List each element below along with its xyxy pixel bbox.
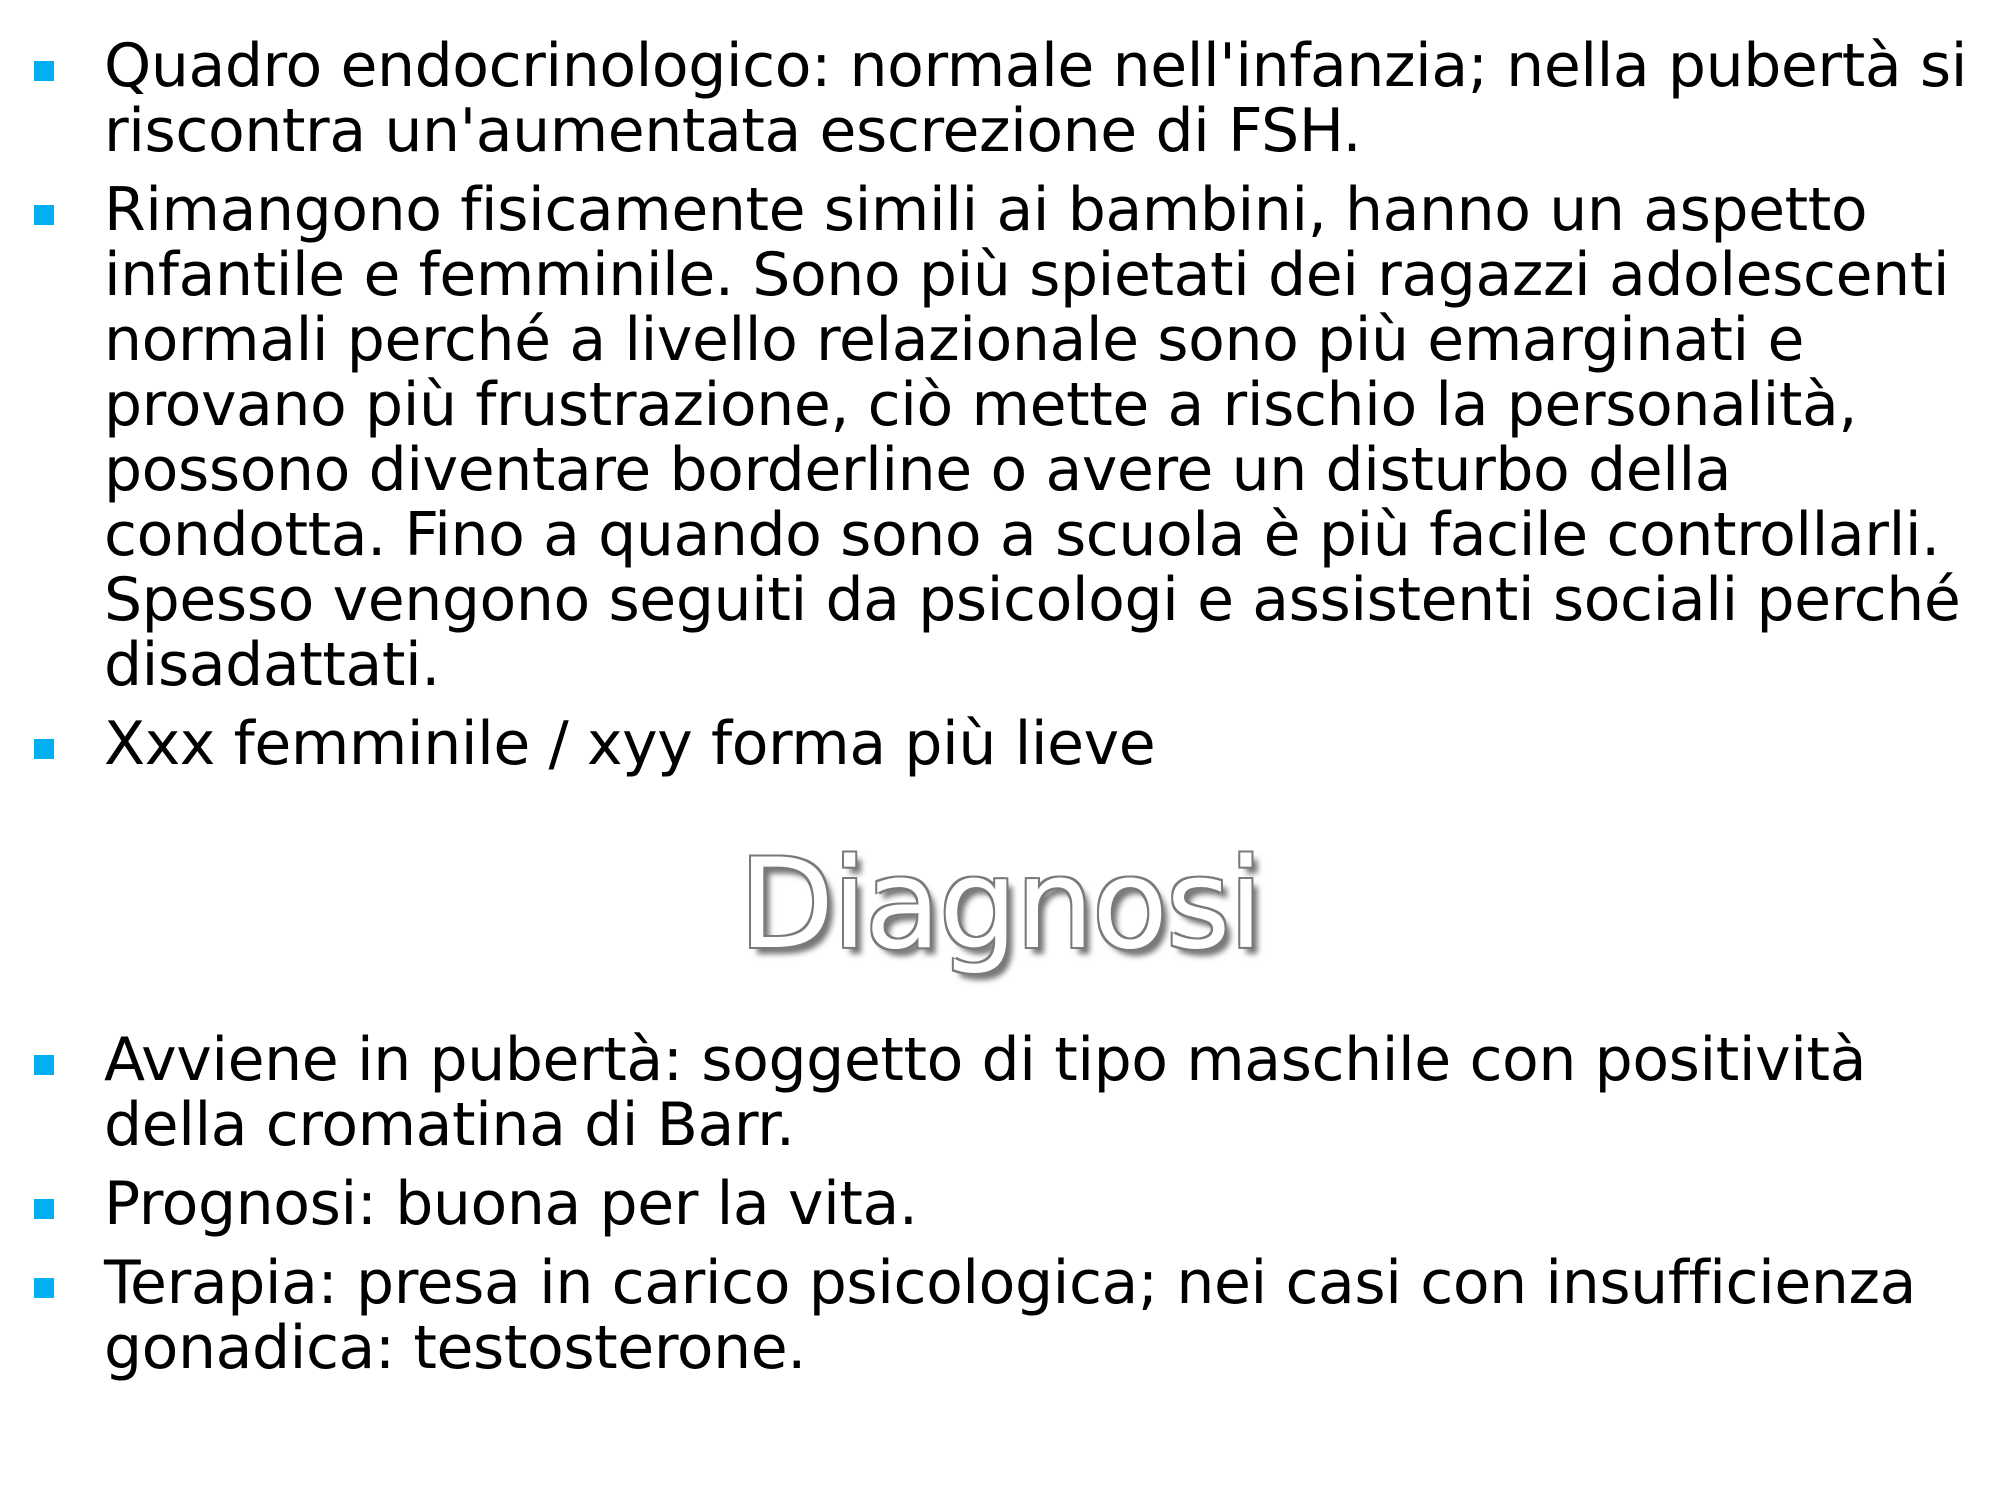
section-heading: Diagnosi	[738, 833, 1262, 977]
square-bullet-icon	[34, 1199, 54, 1219]
list-item-description	[0, 175, 2000, 700]
square-bullet-icon	[34, 739, 54, 759]
list-item-prognosis	[0, 1169, 2000, 1239]
list-item-text: Terapia: presa in carico psicologica; nei casi con insufficienza gonadica: testosterone.	[104, 1248, 1916, 1383]
list-item-text: Quadro endocrinologico: normale nell'infanzia; nella pubertà si riscontra un'aumentata escrezione di FSH.	[104, 31, 1967, 166]
list-item-text: Rimangono fisicamente simili ai bambini, hanno un aspetto infantile e femminile. Sono più spietati dei ragazzi adolescenti normali perché a livello relazionale sono più emarginati e provano più frustrazione, ciò mette a rischio la personalità, possono diventare borderline o avere un disturbo della condotta. Fino a quando sono a scuola è più facile controllarli. Spesso vengono seguiti da psicologi e assistenti sociali perché disadattati.	[104, 175, 1961, 700]
bullet-list-top	[0, 31, 2000, 791]
square-bullet-icon	[34, 61, 54, 81]
bullet-list-bottom	[0, 1025, 2000, 1395]
list-item-text: Avviene in pubertà: soggetto di tipo maschile con positività della cromatina di Barr.	[104, 1025, 1867, 1160]
list-item-variants	[0, 709, 2000, 779]
list-item-endocrine	[0, 31, 2000, 166]
list-item-text: Xxx femminile / xyy forma più lieve	[104, 709, 1156, 779]
list-item-text: Prognosi: buona per la vita.	[104, 1169, 918, 1239]
list-item-therapy	[0, 1248, 2000, 1383]
square-bullet-icon	[34, 1278, 54, 1298]
square-bullet-icon	[34, 205, 54, 225]
list-item-diagnosis	[0, 1025, 2000, 1160]
square-bullet-icon	[34, 1055, 54, 1075]
